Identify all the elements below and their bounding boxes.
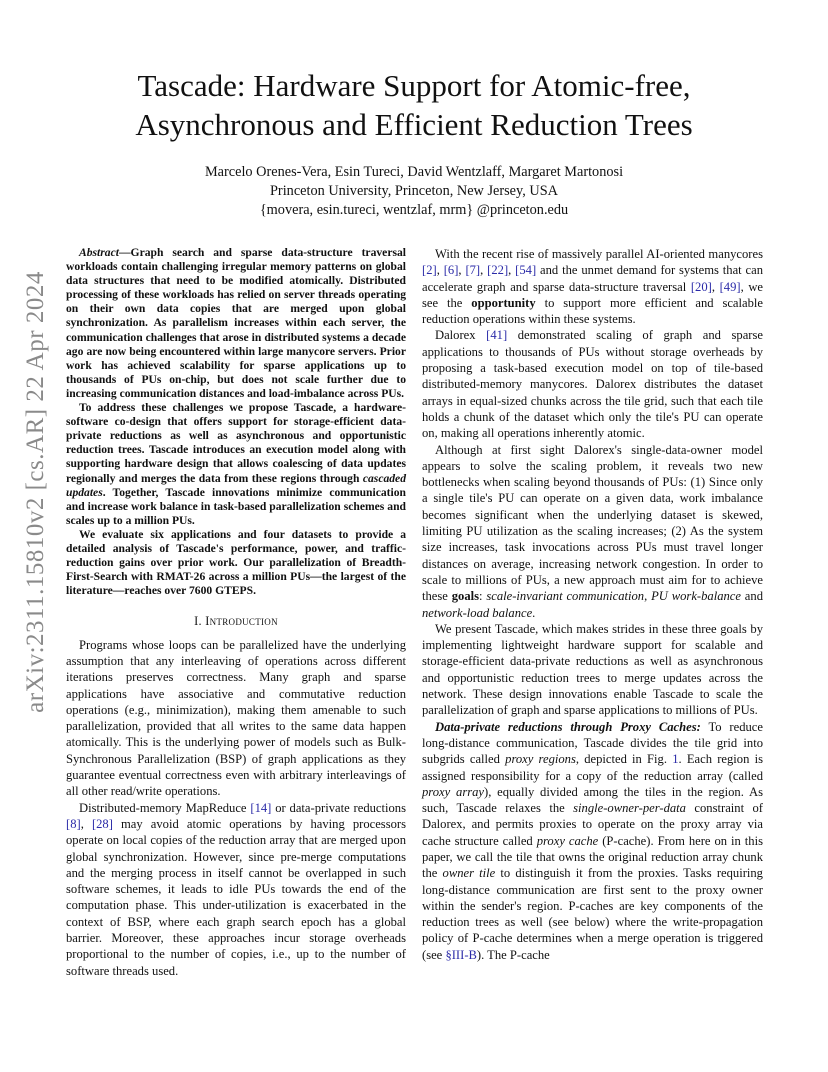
citation-link[interactable]: [8] [66,816,81,831]
author-emails: {movera, esin.tureci, wentzlaf, mrm} @princeton.edu [259,202,569,218]
citation-link[interactable]: [28] [91,816,113,831]
citation-link[interactable]: [7] [465,263,481,278]
arxiv-identifier: arXiv:2311.15810v2 [cs.AR] 22 Apr 2024 [22,271,49,713]
left-column [66,246,406,979]
citation-link[interactable]: [20] [690,279,712,294]
author-block [0,163,828,220]
title-line-2: Asynchronous and Efficient Reduction Trees [135,107,693,142]
title-line-1: Tascade: Hardware Support for Atomic-free, [137,68,691,103]
author-names: Marcelo Orenes-Vera, Esin Tureci, David Wentzlaff, Margaret Martonosi [204,164,624,180]
intro-paragraph-3: With the recent rise of massively parallel AI-oriented manycores [2], [6], [7], [22], [54] and the unmet demand for systems that can accelerate graph and sparse data-structure traversal [20], [49], we see the opportunity to support more efficient and scalable reduction operations within these systems. [422,247,764,327]
citation-link[interactable]: [14] [250,800,272,815]
abstract-paragraph-3: We evaluate six applications and four datasets to provide a detailed analysis of Tascade's performance, power, and traffic-reduction gains over prior work. Our parallelization of Breadth-First-Search with RMAT-26 across a million PUs—the largest of the literature—reaches over 7600 GTEPS. [66,527,406,598]
intro-paragraph-7: Data-private reductions through Proxy Caches: To reduce long-distance communication, Tascade divides the tile grid into subgrids called proxy regions, depicted in Fig. 1. Each region is assigned responsibility for a copy of the reduction array (called proxy array), equally divided among the tiles in the region. As such, Tascade relaxes the single-owner-per-data constraint of Dalorex, and permits proxies to operate on the proxy array via cache structure called proxy cache (P-cache). From here on in this paper, we call the tile that owns the original reduction array chunk the owner tile to distinguish it from the proxies. Tasks requiring long-distance communication are first sent to the proxy owner within the sender's region. P-caches are key components of the reduction trees as well (see below) where the write-propagation policy of P-cache determines when a merge operation is triggered (see §III-B). The P-cache [422,719,764,962]
abstract-label: Abstract [79,246,119,259]
paragraph-heading: Data-private reductions through Proxy Caches: [435,719,701,734]
abstract [66,246,406,598]
citation-link[interactable]: [2] [422,263,437,278]
figure-link[interactable]: 1 [672,752,679,767]
arxiv-sidebar [22,271,50,713]
abstract-paragraph-1: Abstract—Graph search and sparse data-structure traversal workloads contain challenging irregular memory patterns on global data structures that need to be modified atomically. Distributed processing of these workloads has relied on server threads operating on their own data copies that are merged upon global synchronization. As parallelism increases within each server, the communication challenges that arose in distributed systems a decade ago are now being encountered within large manycore servers. Prior work has achieved scalability for sparse applications up to thousands of PUs on-chip, but does not scale further due to increasing communication distances and load-imbalance across PUs. [66,246,406,400]
right-column [422,246,763,963]
section-heading-introduction: I. Introduction [194,614,278,629]
intro-paragraph-1: Programs whose loops can be parallelized have the underlying assumption that any interleaving of operations across different iterations preserves correctness. Many graph and sparse applications have associative and commutative reduction operations (e.g., minimization), making them amenable to such parallelization, provided that all writes to the same data happen atomically. This is the underlying power of models such as Bulk-Synchronous Parallelization (BSP) of graph applications as they guarantee eventual correctness even with arbitrary interleavings of all other read/write operations. [66,637,406,799]
paper-title [0,66,828,144]
intro-paragraph-5: Although at first sight Dalorex's single-data-owner model appears to solve the scaling problem, it reveals two new bottlenecks when scaling beyond thousands of PUs: (1) Since only a single tile's PU can operate on a given data, work imbalance becomes significant when the underlying dataset is skewed, limiting PU utilization as the scaling increases; (2) As the system size increases, task invocations across PUs must travel longer distances on average, increasing network congestion. In order to scale to millions of PUs, a new approach must aim for to achieve these goals: scale-invariant communication, PU work-balance and network-load balance. [422,442,763,620]
section-link[interactable]: §III-B [445,947,477,962]
affiliation: Princeton University, Princeton, New Jersey, USA [269,183,558,199]
citation-link[interactable]: [41] [486,328,508,343]
intro-paragraph-6: We present Tascade, which makes strides in these three goals by implementing lightweight hardware support for scalable and storage-efficient data-private reductions as well as asynchronous and opportunistic reduction trees to merge updates across the network. These design innovations enable Tascade to scale the parallelization of graph and sparse applications to millions of PUs. [422,621,763,718]
citation-link[interactable]: [6] [443,263,459,278]
intro-paragraph-4: Dalorex [41] demonstrated scaling of graph and sparse applications to thousands of PUs without storage overheads by proposing a task-based execution model on top of tile-based distributed-memory manycores. Dalorex distributes the dataset arrays in equal-sized chunks across the tile grid, such that each tile holds a chunk of the dataset which only the tile's PU can operate on, making all operations inherently atomic. [422,328,763,441]
abstract-paragraph-2: To address these challenges we propose Tascade, a hardware-software co-design that offers support for storage-efficient data-private reductions as well as asynchronous and opportunistic reduction trees. Tascade introduces an execution model along with supporting hardware design that allows coalescing of data updates regionally and merges the data from these regions through cascaded updates. Together, Tascade innovations minimize communication and increase work balance in task-based parallelization schemes and scales up to a million PUs. [66,401,406,527]
citation-link[interactable]: [54] [515,263,537,278]
intro-paragraph-2: Distributed-memory MapReduce [14] or data-private reductions [8], [28] may avoid atomic operations by having processors operate on local copies of the reduction array that are merged upon global synchronization. However, since pre-merge computations and the merging process in itself cannot be overlapped in such software schemes, it leads to idle PUs towards the end of the computation phase. This under-utilization is exacerbated in the context of BSP, where each graph search epoch has a global barrier. Moreover, these approaches incur storage overheads proportional to the number of copies, i.e., up to the number of software threads used. [66,800,406,978]
citation-link[interactable]: [22] [487,263,509,278]
citation-link[interactable]: [49] [719,279,741,294]
